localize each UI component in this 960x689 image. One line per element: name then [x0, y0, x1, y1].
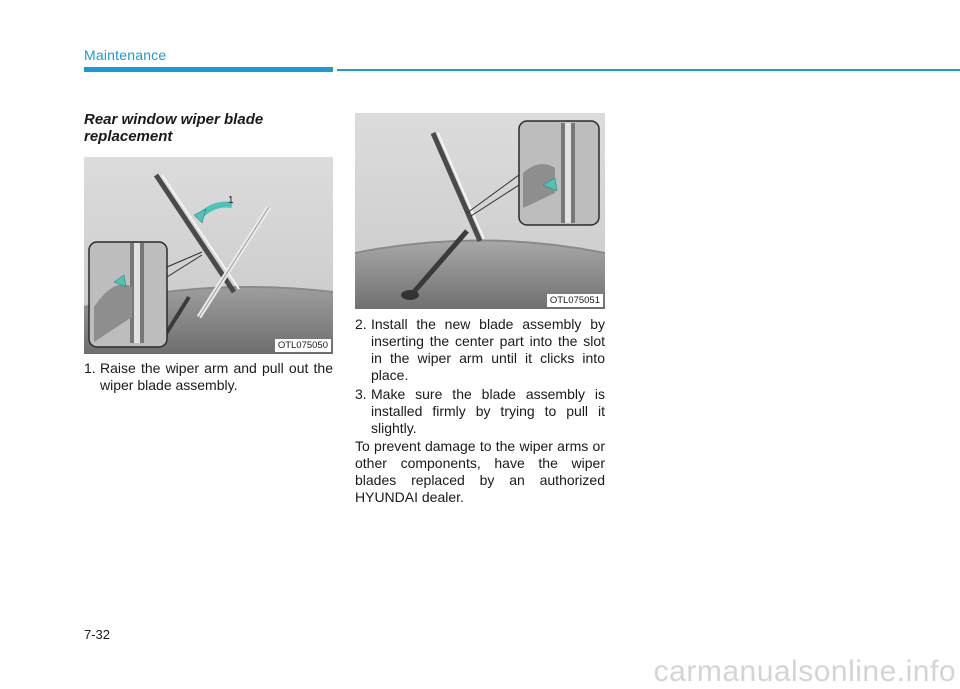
- step-2: [355, 316, 605, 384]
- step-text: Raise the wiper arm and pull out the wiper blade assembly.: [100, 360, 333, 393]
- step-3: [355, 386, 605, 437]
- step-number: 1.: [84, 360, 96, 376]
- figure-wiper-install: [355, 113, 605, 309]
- callout-number: 1: [228, 195, 234, 206]
- step-text: Install the new blade assembly by inserting the center part into the slot in the wiper arm until it clicks into place.: [371, 316, 605, 383]
- figure-code: OTL075050: [275, 339, 331, 352]
- step-number: 2.: [355, 316, 367, 332]
- header-rule-thick: [84, 67, 333, 72]
- site-watermark: carmanualsonline.info: [653, 655, 956, 688]
- header-rule-thin: [337, 69, 960, 71]
- figure-code: OTL075051: [547, 294, 603, 307]
- section-heading: Rear window wiper blade replacement: [84, 111, 264, 145]
- step-1: [84, 360, 333, 394]
- step-number: 3.: [355, 386, 367, 402]
- dealer-note: To prevent damage to the wiper arms or other components, have the wiper blades replaced by an authorized HYUNDAI dealer.: [355, 438, 605, 505]
- wiper-raise-illustration: [84, 157, 333, 354]
- figure-wiper-raise: [84, 157, 333, 354]
- wiper-install-illustration: [355, 113, 605, 309]
- page-number: 7-32: [84, 627, 111, 642]
- step-text: Make sure the blade assembly is installed firmly by trying to pull it slightly.: [371, 386, 605, 436]
- section-title: Maintenance: [84, 47, 167, 63]
